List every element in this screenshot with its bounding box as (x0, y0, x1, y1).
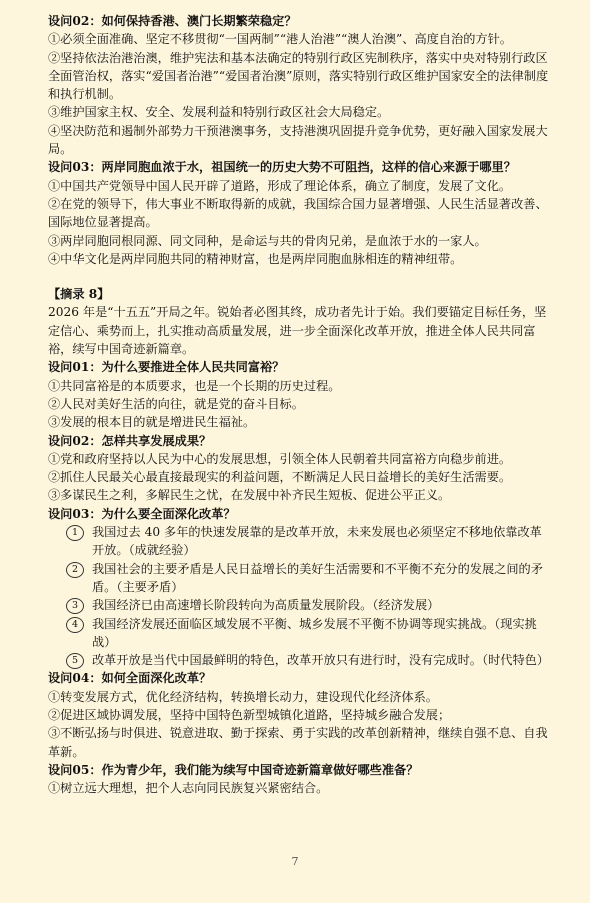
answer-item: ②抓住人民最关心最直接最现实的利益问题，不断满足人民日益增长的美好生活需要。 (48, 470, 512, 485)
question-heading: 设问01：为什么要推进全体人民共同富裕？ (48, 360, 285, 375)
numbered-item (66, 615, 552, 652)
section-gap (48, 268, 552, 285)
circled-number: 5 (66, 653, 84, 669)
numbered-item-text: 我国过去 40 多年的快速发展靠的是改革开放，未来发展也必须坚定不移地依靠改革开放。（成就经验） (92, 525, 542, 558)
circled-number: 1 (66, 525, 84, 541)
answer-item: ④坚决防范和遏制外部势力干预港澳事务，支持港澳巩固提升竞争优势，更好融入国家发展大局。 (48, 123, 548, 157)
numbered-item-text: 我国社会的主要矛盾是人民日益增长的美好生活需要和不平衡不充分的发展之间的矛盾。（主要矛盾） (92, 561, 543, 594)
excerpt-intro: 2026 年是“十五五”开局之年。锐始者必图其终，成功者先计于始。我们要锚定目标任务，坚定信心、乘势而上，扎实推动高质量发展，进一步全面深化改革开放，推进全体人民共同富裕，续写中国奇迹新篇章。 (48, 305, 547, 357)
numbered-item-text: 我国经济发展还面临区域发展不平衡、城乡发展不平衡不协调等现实挑战。（现实挑战） (92, 616, 537, 649)
answer-item: ③不断弘扬与时俱进、锐意进取、勤于探索、勇于实践的改革创新精神，继续自强不息、自我革新。 (48, 726, 548, 759)
answer-item: ①必须全面准确、坚定不移贯彻“一国两制”“港人治港”“澳人治澳”、高度自治的方针。 (48, 32, 512, 47)
question-heading: 设问03：两岸同胞血浓于水，祖国统一的历史大势不可阻挡，这样的信心来源于哪里？ (48, 160, 516, 175)
answer-item: ①转变发展方式，优化经济结构，转换增长动力，建设现代化经济体系。 (48, 689, 438, 704)
circled-number: 3 (66, 598, 84, 614)
numbered-item-text: 改革开放是当代中国最鲜明的特色，改革开放只有进行时，没有完成时。（时代特色） (92, 653, 550, 668)
page-number: 7 (291, 855, 299, 868)
circled-number: 2 (66, 562, 84, 578)
question-heading: 设问05：作为青少年，我们能为续写中国奇迹新篇章做好哪些准备？ (48, 762, 419, 777)
question-heading: 设问04：如何全面深化改革？ (48, 671, 212, 686)
numbered-item (66, 651, 552, 669)
numbered-item (66, 523, 552, 560)
question-heading: 设问02：怎样共享发展成果？ (48, 433, 212, 448)
question-heading: 设问03：为什么要全面深化改革？ (48, 506, 236, 521)
numbered-item-text: 我国经济已由高速增长阶段转向为高质量发展阶段。（经济发展） (92, 598, 440, 613)
answer-item: ④中华文化是两岸同胞共同的精神财富，也是两岸同胞血脉相连的精神纽带。 (48, 251, 463, 266)
answer-item: ③发展的根本目的就是增进民生福祉。 (48, 415, 256, 430)
answer-item: ①中国共产党领导中国人民开辟了道路，形成了理论体系，确立了制度，发展了文化。 (48, 178, 512, 193)
answer-item: ③多谋民生之利，多解民生之忧，在发展中补齐民生短板、促进公平正义。 (48, 488, 451, 503)
answer-item: ②在党的领导下，伟大事业不断取得新的成就，我国综合国力显著增强、人民生活显著改善、国际地位显著提高。 (48, 196, 548, 230)
answer-item: ①共同富裕是的本质要求，也是一个长期的历史过程。 (48, 378, 341, 393)
answer-item: ②人民对美好生活的向往，就是党的奋斗目标。 (48, 396, 304, 411)
answer-item: ②促进区域协调发展，坚持中国特色新型城镇化道路，坚持城乡融合发展； (48, 707, 451, 722)
circled-number: 4 (66, 617, 84, 633)
question-heading: 设问02：如何保持香港、澳门长期繁荣稳定？ (48, 14, 297, 28)
numbered-item (66, 560, 552, 597)
numbered-item (66, 596, 552, 614)
excerpt-heading: 【摘录 8】 (48, 287, 110, 302)
answer-item: ③两岸同胞同根同源、同文同种，是命运与共的骨肉兄弟，是血浓于水的一家人。 (48, 233, 487, 248)
answer-item: ③维护国家主权、安全、发展利益和特别行政区社会大局稳定。 (48, 105, 390, 120)
answer-item: ②坚持依法治港治澳，维护宪法和基本法确定的特别行政区宪制秩序，落实中央对特别行政区全面管治权，落实“爱国者治港”“爱国者治澳”原则，落实特别行政区维护国家安全的法律制度和执行机制。 (48, 50, 549, 102)
answer-item: ①树立远大理想，把个人志向同民族复兴紧密结合。 (48, 781, 329, 796)
answer-item: ①党和政府坚持以人民为中心的发展思想，引领全体人民朝着共同富裕方向稳步前进。 (48, 451, 512, 466)
